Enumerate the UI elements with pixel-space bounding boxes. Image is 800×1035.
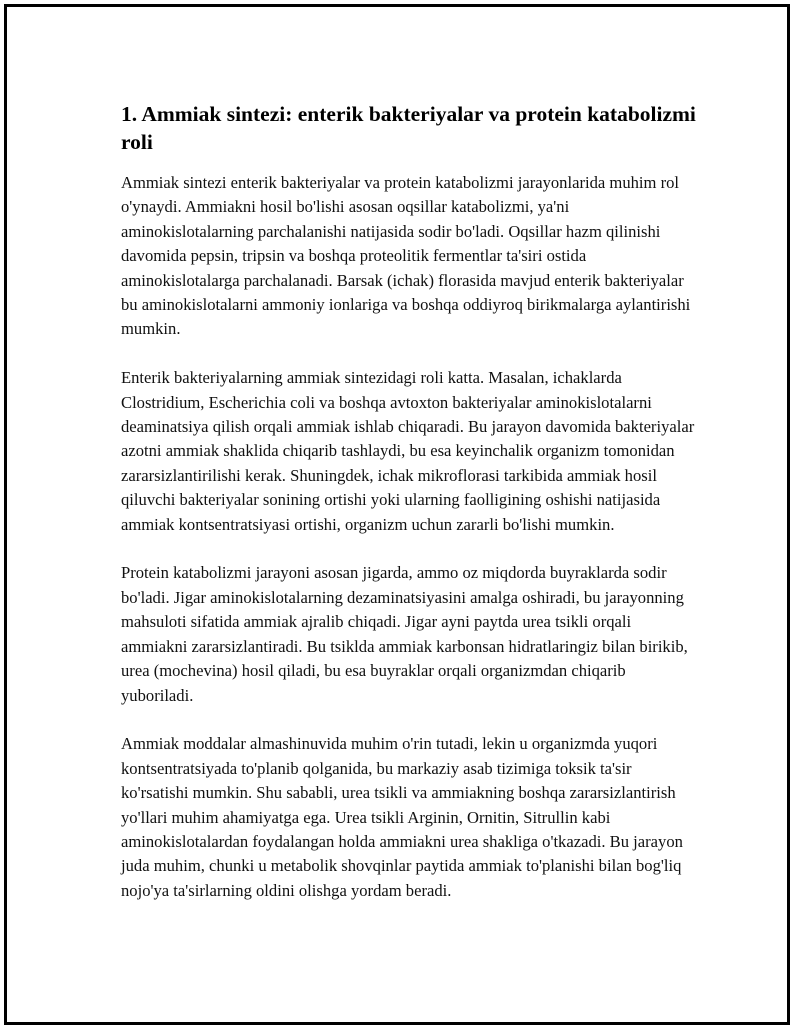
- section-title: 1. Ammiak sintezi: enterik bakteriyalar va protein katabolizmi roli: [121, 102, 696, 154]
- paragraph-2: Enterik bakteriyalarning ammiak sintezidagi roli katta. Masalan, ichaklarda Clostridium, Escherichia coli va boshqa avtoxton bakteriyalar aminokislotalarni deaminatsiya qilish orqali ammiak ishlab chiqaradi. Bu jarayon davomida bakteriyalar azotni ammiak shaklida chiqarib tashlaydi, bu esa keyinchalik organizm tomonidan zararsizlantirilishi kerak. Shuningdek, ichak mikroflorasi tarkibida ammiak hosil qiluvchi bakteriyalar sonining ortishi yoki ularning faolligining oshishi natijasida ammiak kontsentratsiyasi ortishi, organizm uchun zararli bo'lishi mumkin.: [121, 368, 695, 534]
- paragraph-3: Protein katabolizmi jarayoni asosan jigarda, ammo oz miqdorda buyraklarda sodir bo'ladi. Jigar aminokislotalarning dezaminatsiyasini amalga oshiradi, bu jarayonning mahsuloti sifatida ammiak ajralib chiqadi. Jigar ayni paytda urea tsikli orqali ammiakni zararsizlantiradi. Bu tsiklda ammiak karbonsan hidratlaringiz bilan birikib, urea (mochevina) hosil qiladi, bu esa buyraklar orqali organizmdan chiqarib yuboriladi.: [121, 563, 688, 705]
- document-body: [121, 100, 701, 928]
- paragraph-4: Ammiak moddalar almashinuvida muhim o'rin tutadi, lekin u organizmda yuqori kontsentratsiyada to'planib qolganida, bu markaziy asab tizimiga toksik ta'sir ko'rsatishi mumkin. Shu sababli, urea tsikli va ammiakning boshqa zararsizlantirish yo'llari muhim ahamiyatga ega. Urea tsikli Arginin, Ornitin, Sitrullin kabi aminokislotalardan foydalangan holda ammiakni urea shakliga o'tkazadi. Bu jarayon juda muhim, chunki u metabolik shovqinlar paytida ammiak to'planishi bilan bog'liq nojo'ya ta'sirlarning oldini olishga yordam beradi.: [121, 734, 683, 900]
- page-frame: [4, 4, 790, 1025]
- paragraph-1: Ammiak sintezi enterik bakteriyalar va protein katabolizmi jarayonlarida muhim rol o'ynaydi. Ammiakni hosil bo'lishi asosan oqsillar katabolizmi, ya'ni aminokislotalarning parchalanishi natijasida sodir bo'ladi. Oqsillar hazm qilinishi davomida pepsin, tripsin va boshqa proteolitik fermentlar ta'siri ostida aminokislotalarga parchalanadi. Barsak (ichak) florasida mavjud enterik bakteriyalar bu aminokislotalarni ammoniy ionlariga va boshqa oddiyroq birikmalarga aylantirishi mumkin.: [121, 173, 691, 339]
